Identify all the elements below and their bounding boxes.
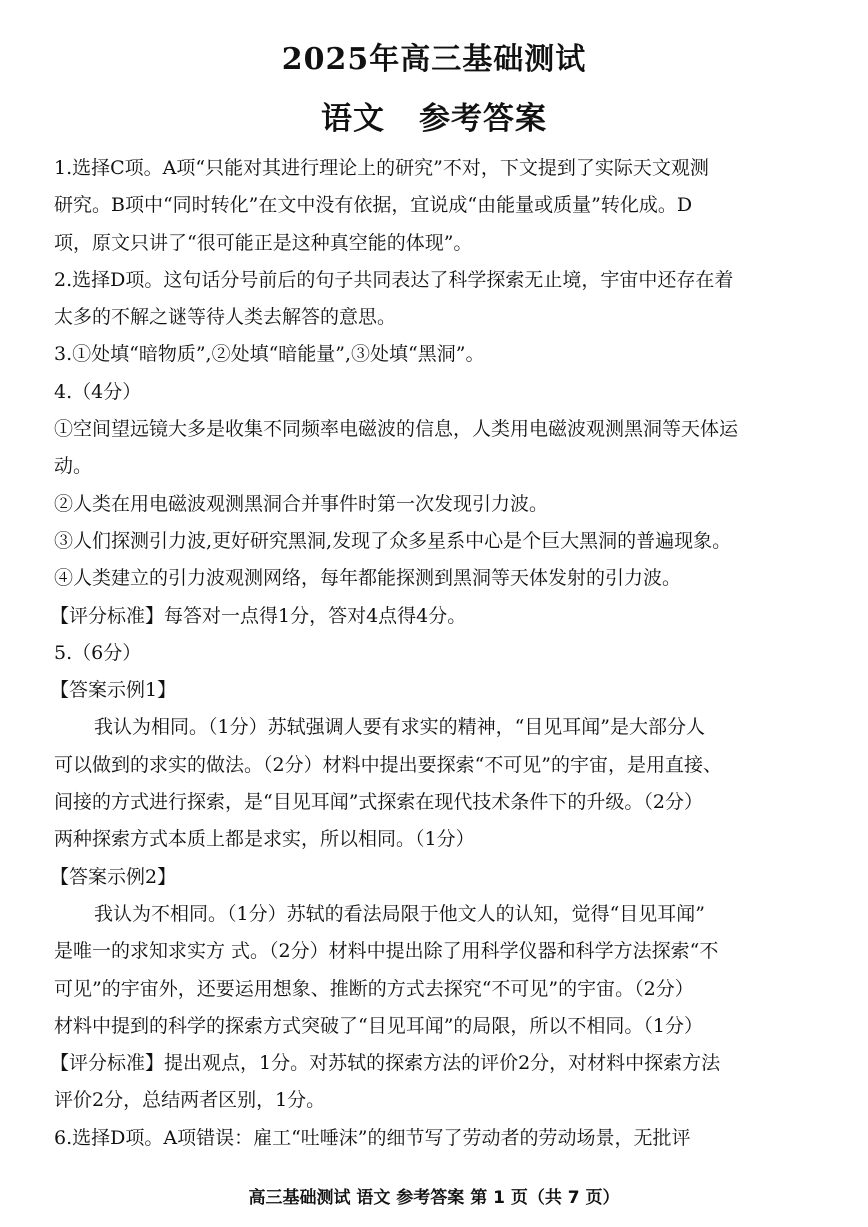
answer-line: 1.选择C项。A项“只能对其进行理论上的研究”不对，下文提到了实际天文观测 [54,157,709,179]
answer-line: 3.①处填“暗物质”,②处填“暗能量”,③处填“黑洞”。 [54,343,485,366]
answer-line: ①空间望远镜大多是收集不同频率电磁波的信息，人类用电磁波观测黑洞等天体运 [54,418,739,441]
answer-line: 评价2分，总结两者区别，1分。 [54,1089,326,1112]
answer-line: 4.（4分） [54,380,142,403]
page-footer: 高三基础测试 语文 参考答案 第 1 页（共 7 页） [248,1188,620,1208]
answer-line: 可见”的宇宙外，还要运用想象、推断的方式去探究“不可见”的宇宙。（2分） [54,977,694,1000]
answer-line: 研究。B项中“同时转化”在文中没有依据，宜说成“由能量或质量”转化成。D [54,194,693,217]
answer-line: 5.（6分） [54,641,142,664]
answer-line: 我认为不相同。（1分）苏轼的看法局限于他文人的认知，觉得“目见耳闻” [94,902,706,925]
page-subtitle [0,96,868,142]
answer-body [50,150,830,1157]
answer-line: 两种探索方式本质上都是求实，所以相同。（1分） [54,828,475,851]
scoring-standard: 【评分标准】每答对一点得1分，答对4点得4分。 [50,604,467,627]
answer-line: 太多的不解之谜等待人类去解答的意思。 [54,306,397,329]
answer-line: ③人们探测引力波,更好研究黑洞,发现了众多星系中心是个巨大黑洞的普遍现象。 [54,529,732,552]
example-heading: 【答案示例2】 [50,865,177,888]
answer-line: ④人类建立的引力波观测网络，每年都能探测到黑洞等天体发射的引力波。 [54,567,682,590]
answer-line: 可以做到的求实的做法。（2分）材料中提出要探索“不可见”的宇宙，是用直接、 [54,753,723,776]
subtitle-doc-type: 参考答案 [419,101,547,137]
answer-line: 动。 [54,455,93,478]
answer-line: 我认为相同。（1分）苏轼强调人要有求实的精神，“目见耳闻”是大部分人 [94,716,706,739]
answer-line: 是唯一的求知求实方 式。（2分）材料中提出除了用科学仪器和科学方法探索“不 [54,940,719,963]
answer-line: 间接的方式进行探索，是“目见耳闻”式探索在现代技术条件下的升级。（2分） [54,791,704,814]
answer-line: 6.选择D项。A项错误：雇工“吐唾沫”的细节写了劳动者的劳动场景，无批评 [54,1126,691,1149]
answer-line: 2.选择D项。这句话分号前后的句子共同表达了科学探索无止境，宇宙中还存在着 [54,268,734,291]
subtitle-subject: 语文 [321,101,385,137]
answer-line: 材料中提到的科学的探索方式突破了“目见耳闻”的局限，所以不相同。（1分） [54,1014,704,1037]
page-title: 2025年高三基础测试 [281,42,587,77]
answer-line: ②人类在用电磁波观测黑洞合并事件时第一次发现引力波。 [54,492,549,515]
answer-line: 项，原文只讲了“很可能正是这种真空能的体现”。 [54,231,473,254]
scoring-standard: 【评分标准】提出观点，1分。对苏轼的探索方法的评价2分，对材料中探索方法 [50,1052,721,1075]
example-heading: 【答案示例1】 [50,679,177,702]
